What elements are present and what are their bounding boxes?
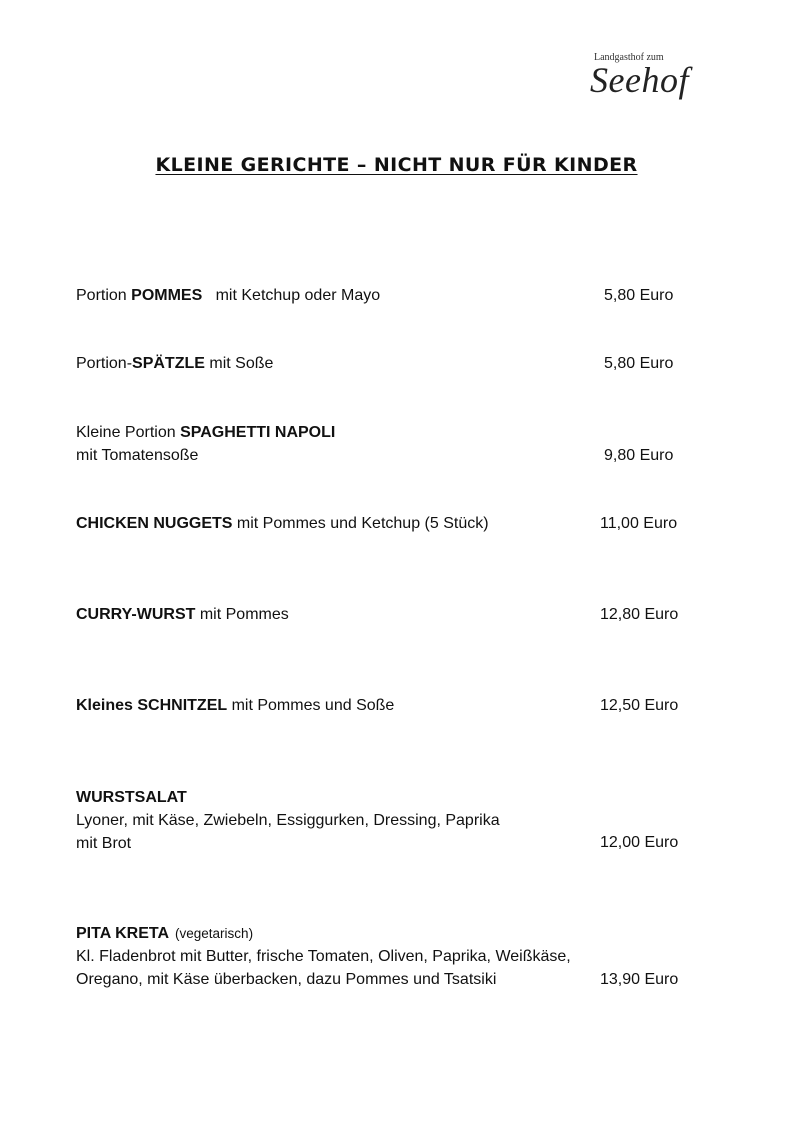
menu-item-pita-kreta	[76, 922, 686, 991]
item-text: mit Pommes und Ketchup (5 Stück)	[232, 515, 489, 532]
item-text: mit Pommes und Soße	[227, 697, 395, 714]
item-text: Portion-	[76, 355, 133, 372]
item-name: CHICKEN NUGGETS	[76, 515, 233, 532]
item-description: Kl. Fladenbrot mit Butter, frische Tomaten, Oliven, Paprika, Weißkäse,	[76, 948, 571, 965]
logo-name: Seehof	[590, 60, 689, 100]
item-price: 12,00 Euro	[600, 834, 679, 851]
item-description: Oregano, mit Käse überbacken, dazu Pommes und Tsatsiki	[76, 971, 497, 988]
menu-item-chicken-nuggets	[76, 512, 686, 535]
item-price: 12,80 Euro	[600, 606, 679, 623]
menu-item-wurstsalat	[76, 786, 686, 855]
menu-item-pommes	[76, 284, 686, 307]
item-name: CURRY-WURST	[76, 606, 196, 623]
item-name: WURSTSALAT	[76, 789, 187, 806]
item-description: Lyoner, mit Käse, Zwiebeln, Essiggurken, Dressing, Paprika	[76, 812, 500, 829]
item-price: 5,80 Euro	[604, 287, 674, 304]
item-name: SPÄTZLE	[132, 355, 205, 372]
item-text: Kleine Portion	[76, 424, 181, 441]
item-description: mit Tomatensoße	[76, 447, 199, 464]
item-price: 11,00 Euro	[600, 515, 678, 532]
item-description: mit Brot	[76, 835, 132, 852]
item-text: mit Soße	[204, 355, 274, 372]
item-name: POMMES	[131, 287, 203, 304]
item-price: 13,90 Euro	[600, 971, 679, 988]
restaurant-logo	[590, 52, 710, 100]
item-name: SPAGHETTI NAPOLI	[180, 424, 336, 441]
menu-item-curry-wurst	[76, 603, 686, 626]
item-price: 5,80 Euro	[604, 355, 674, 372]
item-name: Kleines SCHNITZEL	[76, 697, 228, 714]
menu-item-schnitzel	[76, 694, 686, 717]
item-price: 12,50 Euro	[600, 697, 679, 714]
logo-subtitle: Landgasthof zum	[594, 52, 664, 63]
page-title: KLEINE GERICHTE – NICHT NUR FÜR KINDER	[155, 154, 638, 176]
menu-item-spaetzle	[76, 352, 686, 375]
item-note: (vegetarisch)	[175, 926, 254, 941]
menu-item-spaghetti	[76, 421, 686, 467]
item-text: mit Pommes	[195, 606, 289, 623]
item-name: PITA KRETA	[76, 925, 170, 942]
item-price: 9,80 Euro	[604, 447, 674, 464]
item-text: mit Ketchup oder Mayo	[202, 287, 381, 304]
item-text: Portion	[76, 287, 132, 304]
